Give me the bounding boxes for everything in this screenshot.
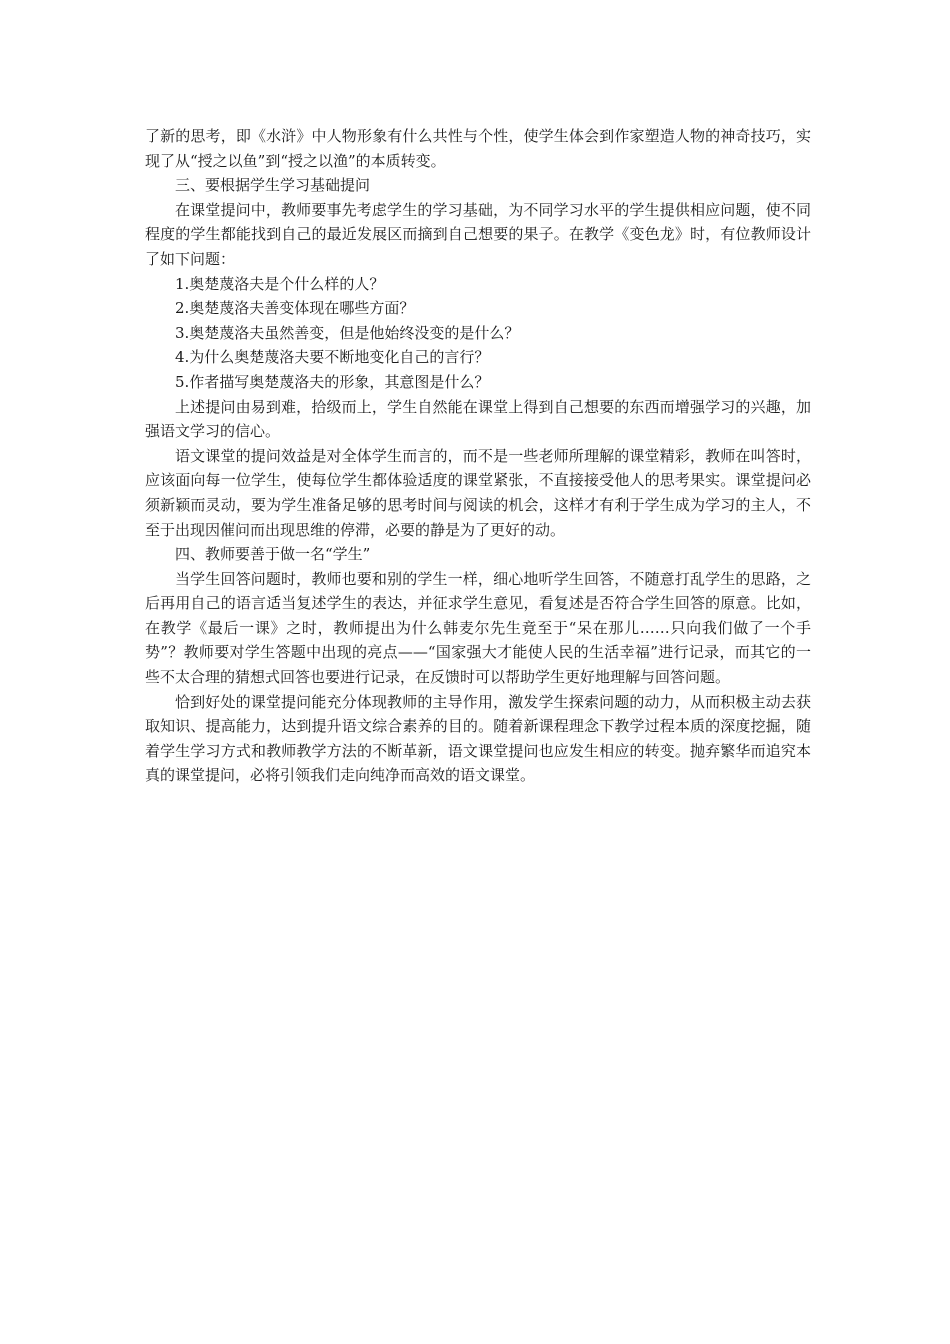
question-item: 3.奥楚蔑洛夫虽然善变，但是他始终没变的是什么？ xyxy=(175,323,520,342)
question-item: 1.奥楚蔑洛夫是个什么样的人？ xyxy=(175,274,385,293)
paragraph-continuation: 了新的思考，即《水浒》中人物形象有什么共性与个性，使学生体会到作家塑造人物的神奇技巧，实现了从“授之以鱼”到“授之以渔”的本质转变。 xyxy=(145,127,811,170)
paragraph: 在课堂提问中，教师要事先考虑学生的学习基础，为不同学习水平的学生提供相应问题，使不同程度的学生都能找到自己的最近发展区而摘到自己想要的果子。在教学《变色龙》时，有位教师设计了如下问题： xyxy=(145,200,811,268)
section-heading-3: 三、要根据学生学习基础提问 xyxy=(175,176,371,195)
paragraph-conclusion: 恰到好处的课堂提问能充分体现教师的主导作用，激发学生探索问题的动力，从而积极主动去获取知识、提高能力，达到提升语文综合素养的目的。随着新课程理念下教学过程本质的深度挖掘，随着学生学习方式和教师教学方法的不断革新，语文课堂提问也应发生相应的转变。抛弃繁华而追究本真的课堂提问，必将引领我们走向纯净而高效的语文课堂。 xyxy=(145,692,811,785)
paragraph: 语文课堂的提问效益是对全体学生而言的，而不是一些老师所理解的课堂精彩，教师在叫答时，应该面向每一位学生，使每位学生都体验适度的课堂紧张，不直接接受他人的思考果实。课堂提问必须新颖而灵动，要为学生准备足够的思考时间与阅读的机会，这样才有利于学生成为学习的主人，不至于出现因催问而出现思维的停滞，必要的静是为了更好的动。 xyxy=(145,446,811,539)
question-item: 4.为什么奥楚蔑洛夫要不断地变化自己的言行？ xyxy=(175,348,490,367)
question-item: 5.作者描写奥楚蔑洛夫的形象，其意图是什么？ xyxy=(175,372,490,391)
question-item: 2.奥楚蔑洛夫善变体现在哪些方面？ xyxy=(175,299,415,318)
document-body xyxy=(145,124,811,788)
paragraph: 当学生回答问题时，教师也要和别的学生一样，细心地听学生回答，不随意打乱学生的思路，之后再用自己的语言适当复述学生的表达，并征求学生意见，看复述是否符合学生回答的原意。比如，在教学《最后一课》之时，教师提出为什么韩麦尔先生竟至于“呆在那儿……只向我们做了一个手势”？教师要对学生答题中出现的亮点——“国家强大才能使人民的生活幸福”进行记录，而其它的一些不太合理的猜想式回答也要进行记录，在反馈时可以帮助学生更好地理解与回答问题。 xyxy=(145,569,811,687)
section-heading-4: 四、教师要善于做一名“学生” xyxy=(175,545,371,564)
paragraph: 上述提问由易到难，拾级而上，学生自然能在课堂上得到自己想要的东西而增强学习的兴趣，加强语文学习的信心。 xyxy=(145,397,811,441)
